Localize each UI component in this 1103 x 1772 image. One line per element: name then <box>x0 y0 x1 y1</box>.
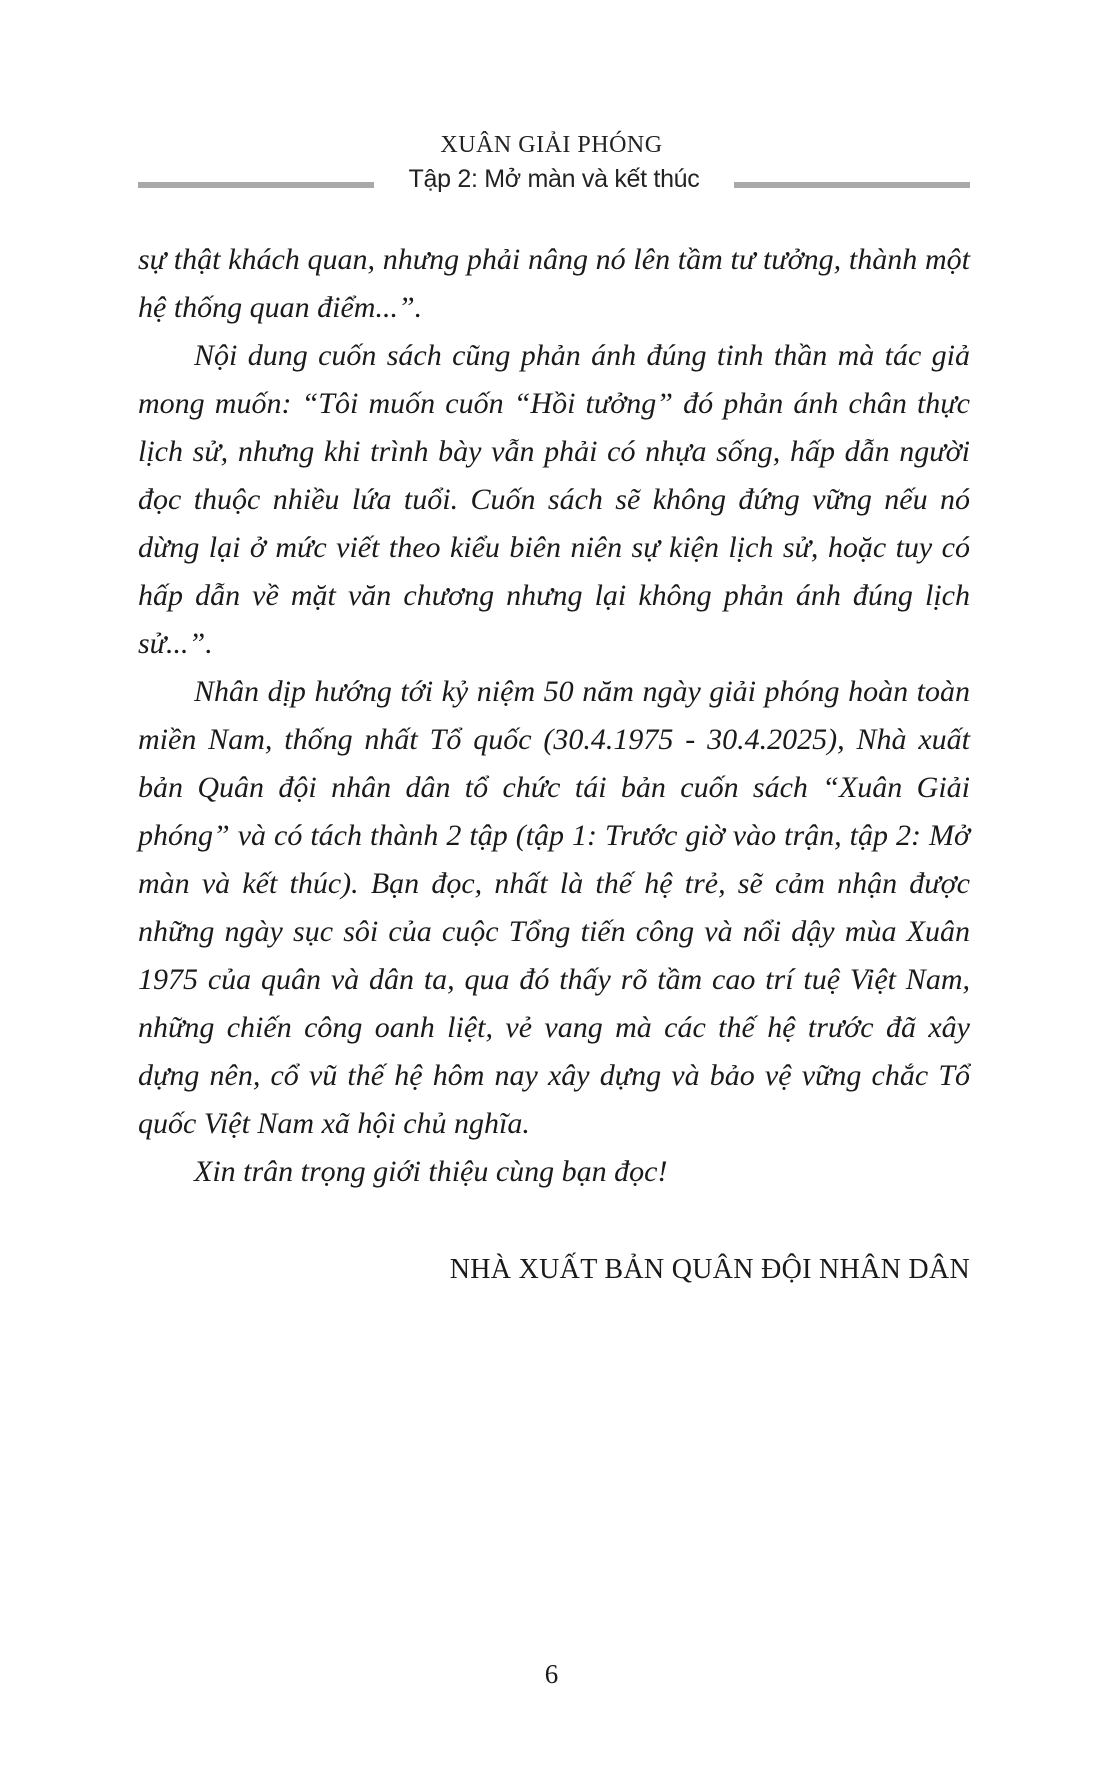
volume-title: Tập 2: Mở màn và kết thúc <box>408 165 700 193</box>
publisher-signature: NHÀ XUẤT BẢN QUÂN ĐỘI NHÂN DÂN <box>449 1254 970 1285</box>
running-header <box>0 130 1103 160</box>
body-text <box>138 236 970 1196</box>
page-number: 6 <box>544 1659 559 1689</box>
header-rule-row <box>138 164 970 198</box>
paragraph: Nhân dịp hướng tới kỷ niệm 50 năm ngày giải phóng hoàn toàn miền Nam, thống nhất Tổ quốc (30.4.1975 - 30.4.2025), Nhà xuất bản Quân đội nhân dân tổ chức tái bản cuốn sách “Xuân Giải phóng” và có tách thành 2 tập (tập 1: Trước giờ vào trận, tập 2: Mở màn và kết thúc). Bạn đọc, nhất là thế hệ trẻ, sẽ cảm nhận được những ngày sục sôi của cuộc Tổng tiến công và nổi dậy mùa Xuân 1975 của quân và dân ta, qua đó thấy rõ tầm cao trí tuệ Việt Nam, những chiến công oanh liệt, vẻ vang mà các thế hệ trước đã xây dựng nên, cổ vũ thế hệ hôm nay xây dựng và bảo vệ vững chắc Tổ quốc Việt Nam xã hội chủ nghĩa. <box>138 675 970 1140</box>
paragraph: Nội dung cuốn sách cũng phản ánh đúng tinh thần mà tác giả mong muốn: “Tôi muốn cuốn “Hồi tưởng” đó phản ánh chân thực lịch sử, nhưng khi trình bày vẫn phải có nhựa sống, hấp dẫn người đọc thuộc nhiều lứa tuổi. Cuốn sách sẽ không đứng vững nếu nó dừng lại ở mức viết theo kiểu biên niên sự kiện lịch sử, hoặc tuy có hấp dẫn về mặt văn chương nhưng lại không phản ánh đúng lịch sử...”. <box>138 339 970 660</box>
header-rule-left <box>138 182 374 188</box>
header-rule-right <box>734 182 970 188</box>
paragraph-continuation: sự thật khách quan, nhưng phải nâng nó lên tầm tư tưởng, thành một hệ thống quan điểm...”. <box>138 243 970 324</box>
book-title: XUÂN GIẢI PHÓNG <box>440 132 663 158</box>
closing-line: Xin trân trọng giới thiệu cùng bạn đọc! <box>194 1155 668 1188</box>
